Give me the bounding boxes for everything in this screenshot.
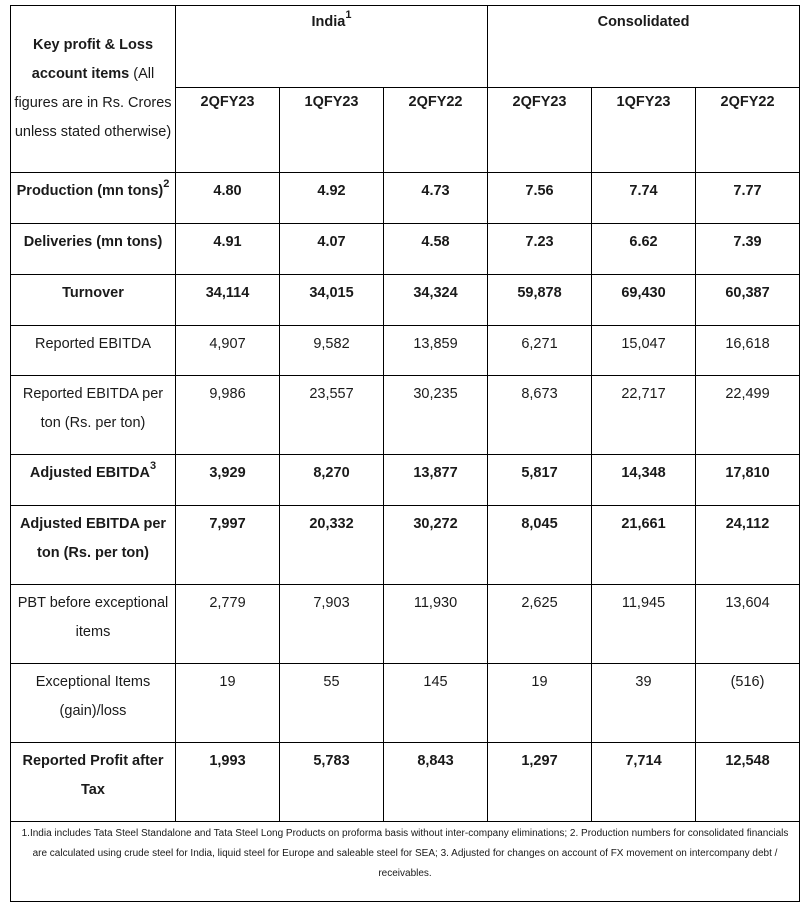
key-items-header (11, 6, 176, 173)
cell-value: 69,430 (592, 275, 696, 326)
cell-value: 8,045 (488, 506, 592, 585)
table-row (11, 224, 800, 275)
group-header-india (176, 6, 488, 88)
cell-value: 1,297 (488, 743, 592, 822)
cell-value: 12,548 (696, 743, 800, 822)
cell-value: 7,714 (592, 743, 696, 822)
cell-value: 13,859 (384, 326, 488, 376)
period-header: 1QFY23 (592, 88, 696, 173)
cell-value: 19 (176, 664, 280, 743)
cell-value: 2,625 (488, 585, 592, 664)
cell-value: 20,332 (280, 506, 384, 585)
cell-value: 7.56 (488, 173, 592, 224)
cell-value: 1,993 (176, 743, 280, 822)
period-header: 2QFY22 (696, 88, 800, 173)
cell-value: 22,717 (592, 376, 696, 455)
cell-value: 8,673 (488, 376, 592, 455)
cell-value: 11,930 (384, 585, 488, 664)
cell-value: 4.58 (384, 224, 488, 275)
row-label: Reported Profit after Tax (11, 743, 176, 822)
cell-value: 8,843 (384, 743, 488, 822)
row-label: Reported EBITDA per ton (Rs. per ton) (11, 376, 176, 455)
cell-value: 30,272 (384, 506, 488, 585)
cell-value: 4,907 (176, 326, 280, 376)
cell-value: 4.80 (176, 173, 280, 224)
group-header-consolidated (488, 6, 800, 88)
cell-value: 59,878 (488, 275, 592, 326)
row-label: Exceptional Items (gain)/loss (11, 664, 176, 743)
cell-value: 4.91 (176, 224, 280, 275)
cell-value: 5,783 (280, 743, 384, 822)
cell-value: 6.62 (592, 224, 696, 275)
cell-value: 39 (592, 664, 696, 743)
cell-value: 5,817 (488, 455, 592, 506)
cell-value: 11,945 (592, 585, 696, 664)
cell-value: 24,112 (696, 506, 800, 585)
cell-value: 145 (384, 664, 488, 743)
table-row (11, 743, 800, 822)
cell-value: (516) (696, 664, 800, 743)
cell-value: 17,810 (696, 455, 800, 506)
cell-value: 34,324 (384, 275, 488, 326)
cell-value: 55 (280, 664, 384, 743)
cell-value: 34,015 (280, 275, 384, 326)
key-items-header-bold: Key profit & Loss account items (31, 37, 154, 82)
table-row (11, 455, 800, 506)
cell-value: 21,661 (592, 506, 696, 585)
cell-value: 14,348 (592, 455, 696, 506)
cell-value: 60,387 (696, 275, 800, 326)
profit-loss-table (10, 5, 800, 902)
footnote-marker: 1 (345, 9, 352, 22)
cell-value: 30,235 (384, 376, 488, 455)
row-label: Adjusted EBITDA$^3$ (11, 455, 176, 506)
cell-value: 7.77 (696, 173, 800, 224)
cell-value: 7.23 (488, 224, 592, 275)
period-header: 2QFY23 (176, 88, 280, 173)
cell-value: 9,986 (176, 376, 280, 455)
footnote: 1.India includes Tata Steel Standalone and Tata Steel Long Products on proforma basis without inter-company eliminations; 2. Production numbers for consolidated financials are calculated using crude steel for India, liquid steel for Europe and saleable steel for SEA; 3. Adjusted for changes on account of FX movement on intercompany debt / receivables. (11, 822, 800, 902)
cell-value: 34,114 (176, 275, 280, 326)
cell-value: 4.07 (280, 224, 384, 275)
group-consolidated-label: Consolidated (597, 14, 690, 30)
table-row (11, 585, 800, 664)
period-header: 2QFY23 (488, 88, 592, 173)
table-row (11, 275, 800, 326)
row-label: Production (mn tons)$^2$ (11, 173, 176, 224)
cell-value: 7,997 (176, 506, 280, 585)
key-items-header-note: (All figures are in Rs. Crores unless stated otherwise) (14, 66, 172, 140)
cell-value: 4.73 (384, 173, 488, 224)
cell-value: 8,270 (280, 455, 384, 506)
row-label: Turnover (11, 275, 176, 326)
period-header: 1QFY23 (280, 88, 384, 173)
cell-value: 7.39 (696, 224, 800, 275)
row-label: Reported EBITDA (11, 326, 176, 376)
cell-value: 7.74 (592, 173, 696, 224)
row-label: Deliveries (mn tons) (11, 224, 176, 275)
cell-value: 6,271 (488, 326, 592, 376)
cell-value: 13,877 (384, 455, 488, 506)
cell-value: 16,618 (696, 326, 800, 376)
cell-value: 4.92 (280, 173, 384, 224)
group-india-label: India (311, 14, 346, 30)
row-label: PBT before exceptional items (11, 585, 176, 664)
cell-value: 2,779 (176, 585, 280, 664)
cell-value: 7,903 (280, 585, 384, 664)
table-row (11, 506, 800, 585)
table-row (11, 376, 800, 455)
cell-value: 3,929 (176, 455, 280, 506)
row-label: Adjusted EBITDA per ton (Rs. per ton) (11, 506, 176, 585)
period-header: 2QFY22 (384, 88, 488, 173)
cell-value: 19 (488, 664, 592, 743)
table-row (11, 173, 800, 224)
cell-value: 23,557 (280, 376, 384, 455)
table-row (11, 664, 800, 743)
cell-value: 13,604 (696, 585, 800, 664)
table-row (11, 326, 800, 376)
cell-value: 15,047 (592, 326, 696, 376)
cell-value: 22,499 (696, 376, 800, 455)
cell-value: 9,582 (280, 326, 384, 376)
